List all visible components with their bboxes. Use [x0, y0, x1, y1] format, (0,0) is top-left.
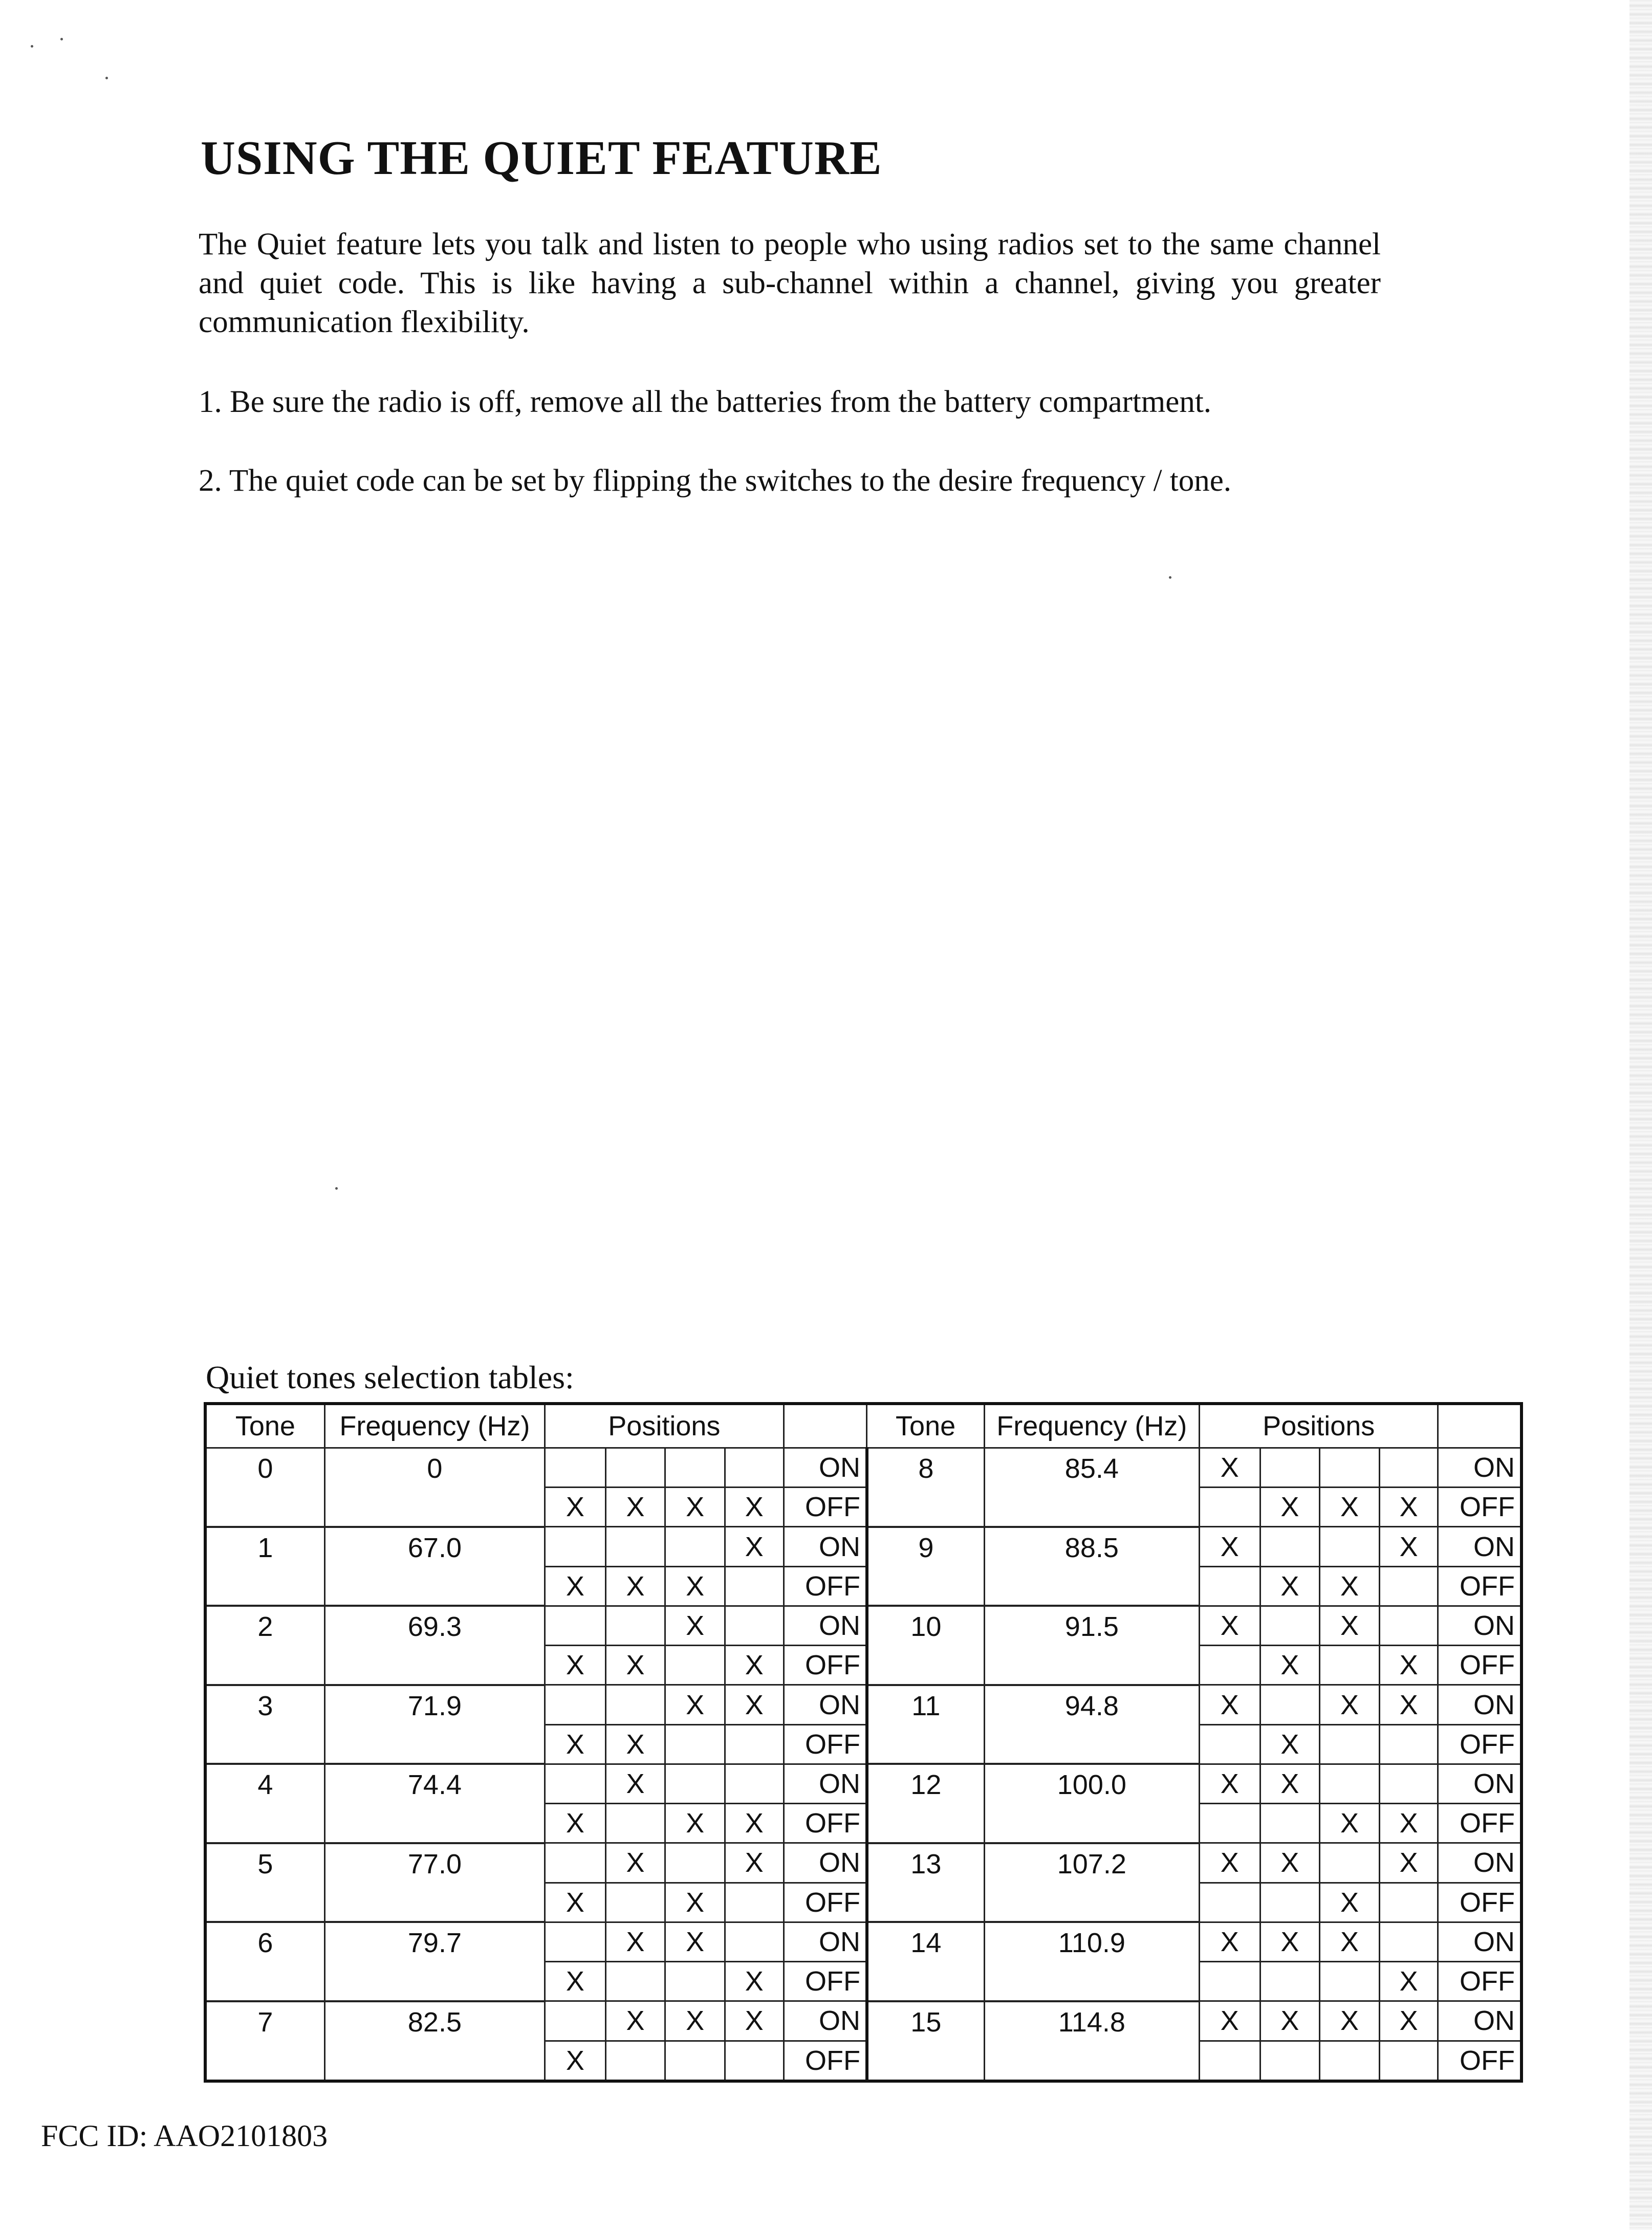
position-cell	[1320, 1527, 1380, 1566]
position-cell	[605, 1962, 665, 2001]
switch-state-cell: OFF	[1438, 1724, 1521, 1764]
header-state	[1438, 1404, 1521, 1448]
switch-state-cell: ON	[784, 1843, 867, 1883]
switch-state-cell: OFF	[1438, 1883, 1521, 1922]
position-cell: X	[1320, 1922, 1380, 1961]
table-row	[205, 1448, 1521, 1488]
switch-state-cell: OFF	[784, 2041, 867, 2081]
position-cell	[545, 1527, 606, 1566]
position-cell: X	[1320, 1606, 1380, 1645]
table-row	[205, 1922, 1521, 1961]
position-cell	[665, 2041, 725, 2081]
position-cell: X	[725, 1488, 784, 1527]
position-cell	[1379, 1724, 1438, 1764]
switch-state-cell: ON	[784, 1448, 867, 1488]
frequency-cell: 88.5	[984, 1527, 1199, 1606]
position-cell: X	[665, 1922, 725, 1961]
position-cell: X	[545, 1883, 606, 1922]
position-cell	[1199, 1488, 1260, 1527]
switch-state-cell: OFF	[1438, 1646, 1521, 1685]
position-cell: X	[1379, 1488, 1438, 1527]
position-cell	[605, 1685, 665, 1724]
switch-state-cell: OFF	[784, 1962, 867, 2001]
position-cell: X	[1320, 1883, 1380, 1922]
position-cell: X	[545, 1488, 606, 1527]
tone-number-cell: 15	[867, 2001, 984, 2081]
switch-state-cell: ON	[1438, 1843, 1521, 1883]
position-cell: X	[605, 2001, 665, 2041]
instruction-step-2: 2. The quiet code can be set by flipping the switches to the desire frequency / tone.	[199, 464, 1232, 498]
position-cell: X	[1260, 1764, 1320, 1803]
position-cell: X	[1260, 1843, 1320, 1883]
position-cell	[605, 1606, 665, 1645]
scan-speck	[335, 1187, 338, 1190]
switch-state-cell: OFF	[784, 1488, 867, 1527]
position-cell	[1320, 2041, 1380, 2081]
table-row	[205, 2001, 1521, 2041]
position-cell	[725, 1566, 784, 1606]
position-cell: X	[665, 2001, 725, 2041]
tone-number-cell: 0	[205, 1448, 324, 1527]
position-cell: X	[605, 1488, 665, 1527]
position-cell: X	[1199, 2001, 1260, 2041]
frequency-cell: 110.9	[984, 1922, 1199, 2001]
position-cell	[1199, 2041, 1260, 2081]
tone-number-cell: 1	[205, 1527, 324, 1606]
position-cell	[545, 1843, 606, 1883]
switch-state-cell: OFF	[1438, 1566, 1521, 1606]
tone-number-cell: 4	[205, 1764, 324, 1843]
switch-state-cell: OFF	[784, 1724, 867, 1764]
position-cell: X	[545, 2041, 606, 2081]
position-cell	[665, 1724, 725, 1764]
switch-state-cell: ON	[784, 1685, 867, 1724]
header-positions: Positions	[545, 1404, 784, 1448]
frequency-cell: 67.0	[324, 1527, 545, 1606]
position-cell	[1320, 1724, 1380, 1764]
position-cell	[545, 1922, 606, 1961]
position-cell: X	[1260, 1566, 1320, 1606]
position-cell	[1260, 1962, 1320, 2001]
position-cell	[1260, 2041, 1320, 2081]
position-cell	[725, 1883, 784, 1922]
switch-state-cell: OFF	[1438, 2041, 1521, 2081]
tone-number-cell: 2	[205, 1606, 324, 1685]
table-row	[205, 1685, 1521, 1724]
position-cell	[1320, 1448, 1380, 1488]
position-cell: X	[1199, 1527, 1260, 1566]
position-cell	[1199, 1962, 1260, 2001]
scan-edge-noise	[1629, 0, 1652, 2230]
position-cell: X	[605, 1922, 665, 1961]
position-cell	[1199, 1724, 1260, 1764]
table-row	[205, 1843, 1521, 1883]
position-cell	[1379, 1764, 1438, 1803]
position-cell: X	[545, 1804, 606, 1843]
tone-number-cell: 13	[867, 1843, 984, 1922]
tone-number-cell: 9	[867, 1527, 984, 1606]
position-cell	[725, 1724, 784, 1764]
switch-state-cell: ON	[1438, 2001, 1521, 2041]
scan-speck	[1169, 576, 1171, 579]
switch-state-cell: OFF	[1438, 1804, 1521, 1843]
position-cell: X	[545, 1724, 606, 1764]
page-title: USING THE QUIET FEATURE	[201, 132, 882, 185]
position-cell: X	[545, 1566, 606, 1606]
switch-state-cell: OFF	[784, 1804, 867, 1843]
position-cell	[1199, 1646, 1260, 1685]
header-state	[784, 1404, 867, 1448]
position-cell	[1320, 1843, 1380, 1883]
switch-state-cell: OFF	[1438, 1488, 1521, 1527]
switch-state-cell: ON	[784, 1606, 867, 1645]
frequency-cell: 79.7	[324, 1922, 545, 2001]
scan-speck	[60, 38, 63, 40]
position-cell: X	[725, 1804, 784, 1843]
position-cell	[1199, 1566, 1260, 1606]
position-cell	[545, 1764, 606, 1803]
position-cell	[605, 1448, 665, 1488]
header-positions: Positions	[1199, 1404, 1438, 1448]
quiet-tones-table	[204, 1402, 1523, 2083]
position-cell	[1260, 1606, 1320, 1645]
position-cell: X	[665, 1883, 725, 1922]
fcc-id: FCC ID: AAO2101803	[41, 2119, 328, 2153]
switch-state-cell: OFF	[784, 1883, 867, 1922]
position-cell	[665, 1646, 725, 1685]
position-cell	[665, 1448, 725, 1488]
position-cell: X	[1199, 1685, 1260, 1724]
position-cell	[1379, 1883, 1438, 1922]
switch-state-cell: OFF	[784, 1566, 867, 1606]
position-cell	[1260, 1448, 1320, 1488]
switch-state-cell: ON	[1438, 1527, 1521, 1566]
table-caption: Quiet tones selection tables:	[206, 1359, 574, 1395]
position-cell: X	[605, 1566, 665, 1606]
position-cell: X	[665, 1685, 725, 1724]
position-cell: X	[1199, 1448, 1260, 1488]
tone-number-cell: 5	[205, 1843, 324, 1922]
switch-state-cell: ON	[1438, 1764, 1521, 1803]
position-cell: X	[665, 1488, 725, 1527]
position-cell	[665, 1843, 725, 1883]
position-cell: X	[1320, 1488, 1380, 1527]
frequency-cell: 91.5	[984, 1606, 1199, 1685]
position-cell	[725, 1764, 784, 1803]
switch-state-cell: ON	[784, 1764, 867, 1803]
position-cell: X	[665, 1566, 725, 1606]
frequency-cell: 100.0	[984, 1764, 1199, 1843]
switch-state-cell: ON	[784, 2001, 867, 2041]
tone-number-cell: 10	[867, 1606, 984, 1685]
table-row	[205, 1527, 1521, 1566]
position-cell	[725, 1922, 784, 1961]
instruction-step-1: 1. Be sure the radio is off, remove all the batteries from the battery compartment.	[199, 385, 1212, 419]
position-cell: X	[605, 1764, 665, 1803]
frequency-cell: 82.5	[324, 2001, 545, 2081]
position-cell	[1320, 1646, 1380, 1685]
position-cell	[1379, 1606, 1438, 1645]
frequency-cell: 107.2	[984, 1843, 1199, 1922]
position-cell: X	[1260, 1724, 1320, 1764]
position-cell: X	[605, 1724, 665, 1764]
table-header-row	[205, 1404, 1521, 1448]
frequency-cell: 74.4	[324, 1764, 545, 1843]
position-cell	[665, 1764, 725, 1803]
position-cell	[1199, 1883, 1260, 1922]
position-cell	[725, 1606, 784, 1645]
position-cell: X	[725, 1646, 784, 1685]
position-cell	[605, 1883, 665, 1922]
position-cell: X	[1379, 1962, 1438, 2001]
tone-number-cell: 6	[205, 1922, 324, 2001]
tone-number-cell: 12	[867, 1764, 984, 1843]
switch-state-cell: ON	[1438, 1606, 1521, 1645]
position-cell	[1260, 1883, 1320, 1922]
frequency-cell: 71.9	[324, 1685, 545, 1764]
tone-number-cell: 8	[867, 1448, 984, 1527]
tone-number-cell: 3	[205, 1685, 324, 1764]
position-cell: X	[1260, 2001, 1320, 2041]
position-cell	[545, 1606, 606, 1645]
position-cell: X	[545, 1962, 606, 2001]
table-row	[205, 1764, 1521, 1803]
position-cell: X	[1199, 1843, 1260, 1883]
position-cell	[1260, 1527, 1320, 1566]
switch-state-cell: ON	[1438, 1448, 1521, 1488]
scan-speck	[31, 45, 33, 48]
position-cell: X	[1260, 1488, 1320, 1527]
position-cell: X	[1379, 1685, 1438, 1724]
position-cell: X	[725, 1527, 784, 1566]
position-cell: X	[1379, 1804, 1438, 1843]
position-cell: X	[1320, 1804, 1380, 1843]
switch-state-cell: OFF	[784, 1646, 867, 1685]
position-cell: X	[605, 1646, 665, 1685]
position-cell: X	[1260, 1646, 1320, 1685]
frequency-cell: 69.3	[324, 1606, 545, 1685]
switch-state-cell: ON	[1438, 1922, 1521, 1961]
position-cell: X	[605, 1843, 665, 1883]
table-row	[205, 1606, 1521, 1645]
frequency-cell: 94.8	[984, 1685, 1199, 1764]
position-cell	[545, 2001, 606, 2041]
position-cell: X	[1199, 1606, 1260, 1645]
position-cell	[1379, 1922, 1438, 1961]
position-cell	[1199, 1804, 1260, 1843]
position-cell	[1260, 1685, 1320, 1724]
position-cell: X	[1320, 2001, 1380, 2041]
tone-number-cell: 7	[205, 2001, 324, 2081]
position-cell: X	[1320, 1685, 1380, 1724]
position-cell	[665, 1962, 725, 2001]
table-body	[205, 1448, 1521, 2082]
position-cell	[725, 2041, 784, 2081]
position-cell: X	[1320, 1566, 1380, 1606]
scan-speck	[105, 77, 108, 79]
position-cell	[665, 1527, 725, 1566]
position-cell: X	[665, 1804, 725, 1843]
tone-number-cell: 11	[867, 1685, 984, 1764]
frequency-cell: 0	[324, 1448, 545, 1527]
position-cell: X	[1379, 2001, 1438, 2041]
switch-state-cell: OFF	[1438, 1962, 1521, 2001]
header-tone: Tone	[867, 1404, 984, 1448]
position-cell: X	[1199, 1764, 1260, 1803]
position-cell	[605, 1527, 665, 1566]
position-cell	[605, 1804, 665, 1843]
frequency-cell: 85.4	[984, 1448, 1199, 1527]
tone-number-cell: 14	[867, 1922, 984, 2001]
position-cell: X	[1379, 1843, 1438, 1883]
position-cell: X	[725, 1685, 784, 1724]
position-cell: X	[1260, 1922, 1320, 1961]
position-cell: X	[545, 1646, 606, 1685]
header-frequency: Frequency (Hz)	[984, 1404, 1199, 1448]
position-cell: X	[1379, 1527, 1438, 1566]
switch-state-cell: ON	[784, 1922, 867, 1961]
position-cell	[1260, 1804, 1320, 1843]
position-cell	[545, 1685, 606, 1724]
position-cell: X	[1199, 1922, 1260, 1961]
position-cell	[545, 1448, 606, 1488]
position-cell	[605, 2041, 665, 2081]
position-cell: X	[725, 1843, 784, 1883]
position-cell	[1379, 1448, 1438, 1488]
position-cell	[1379, 1566, 1438, 1606]
frequency-cell: 114.8	[984, 2001, 1199, 2081]
header-tone: Tone	[205, 1404, 324, 1448]
switch-state-cell: ON	[1438, 1685, 1521, 1724]
frequency-cell: 77.0	[324, 1843, 545, 1922]
position-cell	[1320, 1764, 1380, 1803]
position-cell: X	[725, 2001, 784, 2041]
switch-state-cell: ON	[784, 1527, 867, 1566]
position-cell: X	[725, 1962, 784, 2001]
position-cell	[725, 1448, 784, 1488]
intro-paragraph: The Quiet feature lets you talk and listen to people who using radios set to the same channel and quiet code. This is like having a sub-channel within a channel, giving you greater communication flexibility.	[199, 227, 1381, 339]
position-cell	[1320, 1962, 1380, 2001]
position-cell: X	[1379, 1646, 1438, 1685]
header-frequency: Frequency (Hz)	[324, 1404, 545, 1448]
position-cell: X	[665, 1606, 725, 1645]
position-cell	[1379, 2041, 1438, 2081]
